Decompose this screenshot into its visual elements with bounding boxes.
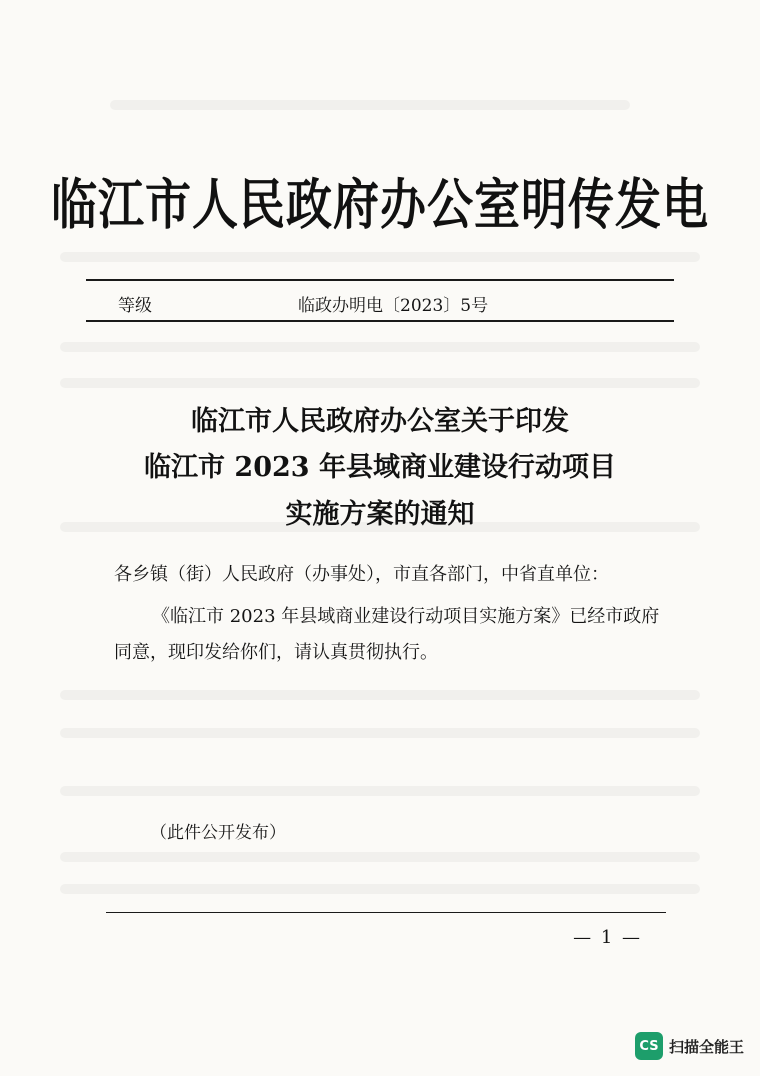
- bleed-through-mark: [110, 100, 630, 110]
- level-label: 等级: [118, 296, 152, 316]
- addressee-line: 各乡镇（街）人民政府（办事处），市直各部门，中省直单位：: [114, 564, 609, 585]
- bleed-through-mark: [60, 378, 700, 388]
- page-number: — 1 —: [573, 927, 642, 948]
- document-number: 临政办明电〔2023〕5号: [298, 296, 489, 316]
- footer-rule: [106, 912, 666, 913]
- notice-title-line-2: 临江市 2023 年县域商业建设行动项目: [144, 452, 616, 483]
- notice-title-line-3: 实施方案的通知: [285, 499, 475, 530]
- masthead-rule-top: [86, 279, 674, 281]
- bleed-through-mark: [60, 852, 700, 862]
- scanner-watermark: [635, 1032, 744, 1060]
- public-release-note: （此件公开发布）: [150, 823, 286, 843]
- camscanner-logo-icon: CS: [635, 1032, 663, 1060]
- body-paragraph-line-2: 同意，现印发给你们，请认真贯彻执行。: [114, 642, 438, 663]
- masthead-rule-bottom: [86, 320, 674, 322]
- masthead-title: 临江市人民政府办公室明传发电: [51, 172, 709, 237]
- bleed-through-mark: [60, 690, 700, 700]
- bleed-through-mark: [60, 342, 700, 352]
- bleed-through-mark: [60, 786, 700, 796]
- bleed-through-mark: [60, 728, 700, 738]
- watermark-text: 扫描全能王: [668, 1037, 744, 1056]
- body-paragraph-line-1: 《临江市 2023 年县域商业建设行动项目实施方案》已经市政府: [152, 606, 660, 627]
- bleed-through-mark: [60, 252, 700, 262]
- bleed-through-mark: [60, 884, 700, 894]
- notice-title-line-1: 临江市人民政府办公室关于印发: [191, 406, 569, 437]
